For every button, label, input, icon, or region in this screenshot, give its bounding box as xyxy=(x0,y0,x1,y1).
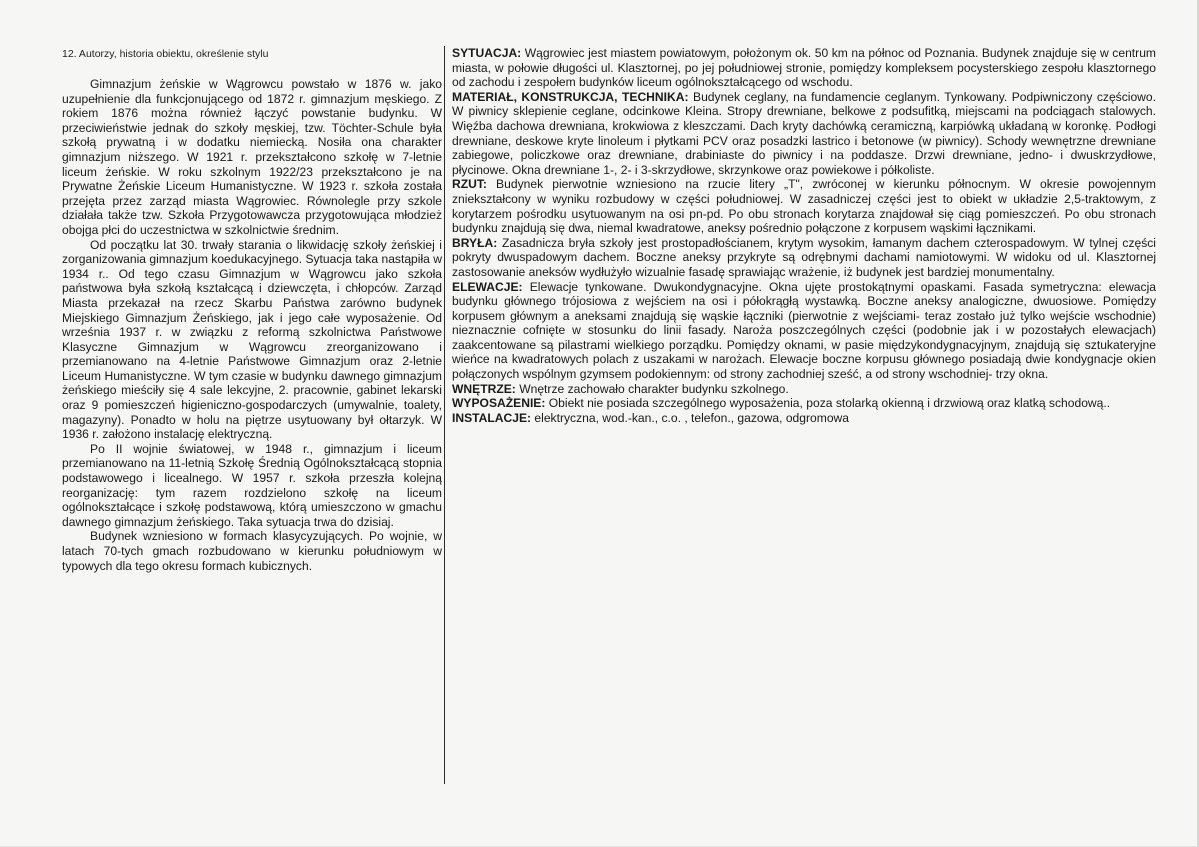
history-paragraph-4: Budynek wzniesiono w formach klasycyzujących. Po wojnie, w latach 70-tych gmach rozbudowano w kierunku południowym w typowych dla tego okresu formach kubicznych. xyxy=(62,529,442,573)
section-label: MATERIAŁ, KONSTRUKCJA, TECHNIKA: xyxy=(452,89,689,104)
section-sytuacja xyxy=(452,46,1156,90)
section-elewacje xyxy=(452,280,1156,382)
section-text: Wnętrze zachowało charakter budynku szkolnego. xyxy=(515,381,789,396)
section-rzut xyxy=(452,177,1156,235)
history-paragraph-1: Gimnazjum żeńskie w Wągrowcu powstało w 1876 w. jako uzupełnienie dla funkcjonującego od 1872 r. gimnazjum męskiego. Z rokiem 1876 można również łączyć powstanie budynku. W przeciwieństwie jednak do szkoły męskiej, tzw. Töchter-Schule była szkołą prywatną i w dodatku niemiecką. Nosiła ona charakter gimnazjum niższego. W 1921 r. przekształcono szkołę w 7-letnie liceum żeńskie. W roku szkolnym 1922/23 przekształcono je na Prywatne Żeńskie Liceum Humanistyczne. W 1923 r. szkoła została przejęta przez zarząd miasta Wągrowiec. Równolegle przy szkole działała także tzw. Szkoła Przygotowawcza przygotowująca młodzież obojga płci do uczestnictwa w szkolnictwie średnim. xyxy=(62,77,442,237)
section-label: SYTUACJA: xyxy=(452,46,522,60)
right-column xyxy=(452,46,1156,425)
history-paragraph-2: Od początku lat 30. trwały starania o likwidację szkoły żeńskiej i zorganizowania gimnazjum koedukacyjnego. Sytuacja taka nastąpiła w 1934 r.. Od tego czasu Gimnazjum w Wągrowcu jako szkoła państwowa była szkołą kształcącą i dziewczęta, i chłopców. Zarząd Miasta przekazał na rzecz Skarbu Państwa zarówno budynek Miejskiego Gimnazjum Żeńskiego, jak i jego całe wyposażenie. Od września 1937 r. w związku z reformą szkolnictwa Państwowe Klasyczne Gimnazjum w Wągrowcu zreorganizowano i przemianowano na 4-letnie Państwowe Gimnazjum oraz 2-letnie Liceum Humanistyczne. W tym czasie w budynku dawnego gimnazjum żeńskiego mieściły się 4 sale lekcyjne, 2. pracownie, gabinet lekarski oraz 9 pomieszczeń higieniczno-gospodarczych (umywalnie, toalety, magazyny). Ponadto w holu na piętrze usytuowany był ołtarzyk. W 1936 r. założono instalację elektryczną. xyxy=(62,237,442,442)
section-text: Budynek pierwotnie wzniesiono na rzucie litery „T", zwróconej w kierunku północnym. W okresie powojennym zniekształcony w wyniku rozbudowy w części południowej. W zasadniczej części jest to obiekt w układzie 2,5-traktowym, z korytarzem pośrodku usytuowanym na osi pn-pd. Po obu stronach korytarza znajdował się ciąg pomieszczeń. Po obu stronach budynku znajdują się dwa, niemal kwadratowe, aneksy pośrednio połączone z korpusem wąskimi łącznikami. xyxy=(452,177,1156,236)
section-text: elektryczna, wod.-kan., c.o. , telefon., gazowa, odgromowa xyxy=(531,410,850,425)
section-wnetrze xyxy=(452,382,1156,397)
section-heading: 12. Autorzy, historia obiektu, określenie stylu xyxy=(62,48,269,60)
section-text: Elewacje tynkowane. Dwukondygnacyjne. Okna ujęte prostokątnymi opaskami. Fasada symetryczna: elewacja budynku głównego trójosiowa z wejściem na osi i półokrągłą wystawką. Boczne aneksy analogiczne, dwuosiowe. Pomiędzy korpusem głównym a aneksami znajdują się wąskie łączniki (pierwotnie z wejściami- teraz zostało już tylko wejście wschodnie) nieznacznie cofnięte w stosunku do linii fasady. Naroża poszczególnych części (podobnie jak i w pozostałych elewacjach) zaakcentowane są pilastrami wielkiego porządku. Pomiędzy oknami, w pasie międzykondygnacyjnym, znajdują się sztukateryjne wieńce na kwadratowych polach z uszakami w narożach. Elewacje boczne korpusu głównego posiadają dwie kondygnacje okien połączonych wspólnym gzymsem podokiennym: od strony zachodniej sześć, a od strony wschodniej- trzy okna. xyxy=(452,279,1156,382)
section-text: Zasadnicza bryła szkoły jest prostopadłościanem, krytym wysokim, łamanym dachem czterospadowym. W tylnej części pokryty dwuspadowym dachem. Boczne aneksy przykryte są odrębnymi dachami namiotowymi. W widoku od ul. Klasztornej zastosowanie aneksów wydłużyło wizualnie fasadę sprawiając wrażenie, iż budynek jest bardziej monumentalny. xyxy=(452,235,1156,279)
section-material xyxy=(452,90,1156,178)
section-label: RZUT: xyxy=(452,177,487,192)
section-label: WNĘTRZE: xyxy=(452,381,516,396)
section-bryla xyxy=(452,236,1156,280)
section-text: Obiekt nie posiada szczególnego wyposażenia, poza stolarką okienną i drzwiową oraz klatką schodową.. xyxy=(545,396,1111,411)
left-column xyxy=(62,48,442,573)
section-wyposazenie xyxy=(452,396,1156,411)
section-text: Budynek ceglany, na fundamencie ceglanym. Tynkowany. Podpiwniczony częściowo. W piwnicy sklepienie ceglane, odcinkowe Kleina. Stropy drewniane, belkowe z podsufitką, miejscami na podciągach stalowych. Więźba dachowa drewniana, krokwiowa z kleszczami. Dach kryty dachówką ceramiczną, karpiówką układaną w koronkę. Podłogi drewniane, deskowe kryte linoleum i płytkami PCV oraz posadzki lastrico i betonowe (w piwnicy). Schody wewnętrzne drewniane zabiegowe, policzkowe oraz drewniane, drabiniaste do piwnicy i na poddasze. Drzwi drewniane, jedno- i dwuskrzydłowe, płycinowe. Okna drewniane 1-, 2- i 3-skrzydłowe, skrzynkowe oraz powiekowe i półkoliste. xyxy=(452,89,1156,177)
section-label: BRYŁA: xyxy=(452,235,498,250)
column-divider xyxy=(444,46,445,784)
section-label: INSTALACJE: xyxy=(452,410,532,425)
section-instalacje xyxy=(452,411,1156,426)
history-paragraph-3: Po II wojnie światowej, w 1948 r., gimnazjum i liceum przemianowano na 11-letnią Szkołę Średnią Ogólnokształcącą stopnia podstawowego i licealnego. W 1957 r. szkoła przeszła kolejną reorganizację: tym razem rozdzielono szkołę na liceum ogólnokształcące i szkołę podstawową, którą umieszczono w gmachu dawnego gimnazjum żeńskiego. Taka sytuacja trwa do dzisiaj. xyxy=(62,441,442,529)
section-label: WYPOSAŻENIE: xyxy=(452,396,546,411)
section-text: Wągrowiec jest miastem powiatowym, położonym ok. 50 km na północ od Poznania. Budynek znajduje się w centrum miasta, w połowie długości ul. Klasztornej, po jej południowej stronie, pomiędzy kompleksem pocysterskiego zespołu klasztornego od zachodu i zespołem budynków liceum ogólnokształcącego od wschodu. xyxy=(452,46,1156,90)
section-label: ELEWACJE: xyxy=(452,279,523,294)
